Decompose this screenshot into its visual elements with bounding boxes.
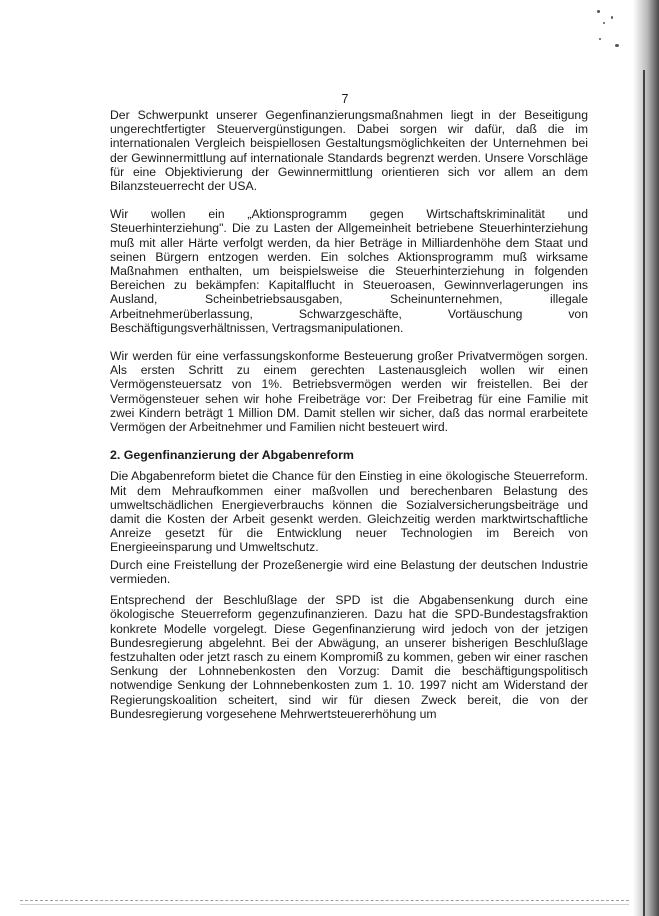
paragraph-wealth-tax: Wir werden für eine verfassungskonforme Besteuerung großer Privatvermögen sorgen. Als ersten Schritt zu einem gerechten Lastenausgleich wollen wir einen Vermögensteuersatz von 1%. Betriebsvermögen werden wir freistellen. Bei der Vermögensteuer sehen wir hohe Freibeträge vor: Der Freibetrag für eine Familie mit zwei Kindern beträgt 1 Million DM. Damit stellen wir sicher, daß das normal erarbeitete Vermögen der Arbeitnehmer und Familien nicht besteuert wird. (110, 349, 588, 435)
document-body (110, 108, 588, 721)
page-number: 7 (341, 92, 349, 106)
section-heading: 2. Gegenfinanzierung der Abgabenreform (110, 448, 354, 463)
paragraph-process-energy: Durch eine Freistellung der Prozeßenergie wird eine Belastung der deutschen Industrie vermieden. (110, 557, 588, 586)
paragraph-spd-resolution: Entsprechend der Beschlußlage der SPD ist die Abgabensenkung durch eine ökologische Steuerreform gegenzufinanzieren. Dazu hat die SPD-Bundestagsfraktion konkrete Modelle vorgelegt. Diese Gegenfinanzierung wird jedoch von der jetzigen Bundesregierung abgelehnt. Bei der Abwägung, an unserer bisherigen Beschlußlage festzuhalten oder jetzt rasch zu einem Kompromiß zu kommen, geben wir einer raschen Senkung der Lohnnebenkosten den Vorzug: Damit die beschäftigungspolitisch notwendige Senkung der Lohnnebenkosten zum 1. 10. 1997 nicht am Widerstand der Regierungskoalition scheitert, sind wir für diesen Zweck bereit, die von der Bundesregierung vorgesehene Mehrwertsteuererhöhung um (110, 593, 588, 721)
scan-speckle (589, 0, 629, 60)
paragraph-action-program: Wir wollen ein „Aktionsprogramm gegen Wirtschaftskriminalität und Steuerhinterziehung". Die zu Lasten der Allgemeinheit betriebene Steuerhinterziehung muß mit aller Härte verfolgt werden, da hier Beträge in Milliardenhöhe dem Staat und seinen Bürgern entzogen werden. Ein solches Aktionsprogramm muß wirksame Maßnahmen enthalten, um beispielsweise die Steuerhinterziehung in folgenden Bereichen zu bekämpfen: Kapitalflucht in Steueroasen, Gewinnverlagerungen ins Ausland, Scheinbetriebsausgaben, Scheinunternehmen, illegale Arbeitnehmerüberlassung, Schwarzgeschäfte, Vortäuschung von Beschäftigungsverhältnissen, Vertragsmanipulationen. (110, 207, 588, 335)
scan-edge-shadow (633, 0, 659, 916)
paragraph-counter-financing-focus: Der Schwerpunkt unserer Gegenfinanzierungsmaßnahmen liegt in der Beseitigung ungerechtfertigter Steuervergünstigungen. Dabei sorgen wir dafür, daß die im internationalen Vergleich beispiellosen Gestaltungsmöglichkeiten der Unternehmen bei der Gewinnermittlung auf internationale Standards begrenzt werden. Unsere Vorschläge für eine Objektivierung der Gewinnermittlung orientieren sich vor allem an dem Bilanzsteuerrecht der USA. (110, 108, 588, 194)
scan-edge-line (643, 70, 645, 916)
paragraph-levy-reform: Die Abgabenreform bietet die Chance für den Einstieg in eine ökologische Steuerreform. Mit dem Mehraufkommen einer maßvollen und berechenbaren Belastung des umweltschädlichen Energieverbrauchs können die Sozialversicherungsbeiträge und damit die Kosten der Arbeit gesenkt werden. Gleichzeitig werden marktwirtschaftliche Anreize gesetzt für die Entwicklung neuer Technologien im Bereich von Energieeinsparung und Umweltschutz. (110, 469, 588, 555)
scan-bottom-rule (20, 900, 629, 905)
